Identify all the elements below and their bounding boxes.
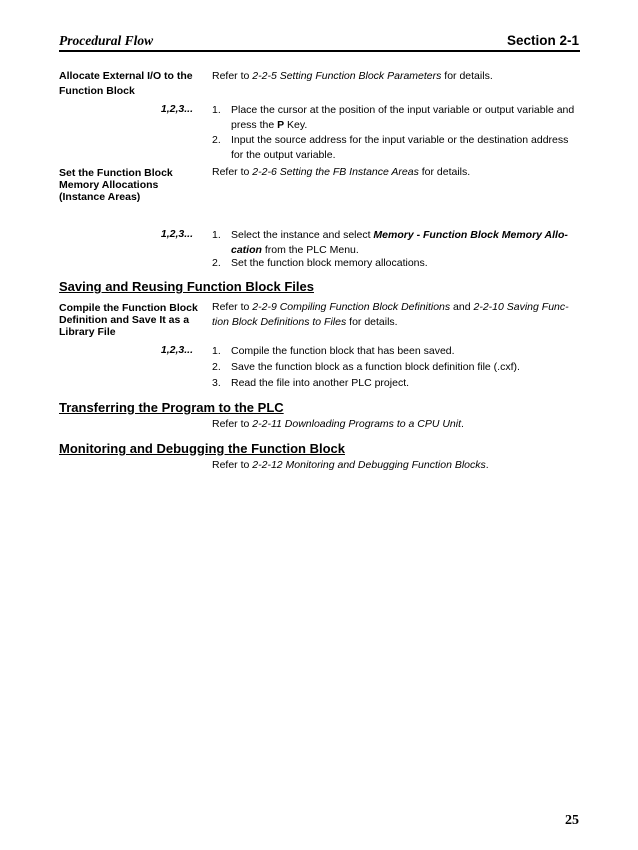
refer-monitor: Refer to 2-2-12 Monitoring and Debugging Function Blocks.	[212, 459, 489, 471]
refer-link[interactable]: 2-2-9 Compiling Function Block Definitions	[252, 301, 451, 313]
refer-link[interactable]: 2-2-11 Downloading Programs to a CPU Unit	[252, 418, 462, 430]
step-number: 3.	[212, 377, 221, 389]
list-item	[212, 133, 582, 163]
page-number: 25	[565, 813, 579, 828]
refer-suffix: for details.	[441, 70, 493, 82]
step-text: Save the function block as a function block definition file (.cxf).	[231, 361, 520, 373]
refer-memory-alloc: Refer to 2-2-6 Setting the FB Instance Areas for details.	[212, 166, 471, 178]
list-item	[212, 256, 582, 271]
list-item	[212, 376, 582, 391]
refer-link[interactable]: 2-2-5 Setting Function Block Parameters	[252, 70, 442, 82]
refer-transfer: Refer to 2-2-11 Downloading Programs to a CPU Unit.	[212, 418, 464, 430]
step-number: 2.	[212, 361, 221, 373]
refer-prefix: Refer to	[212, 70, 253, 82]
list-item	[212, 228, 582, 258]
step-text: Place the cursor at the position of the input variable or output variable and press the P Key.	[231, 104, 575, 131]
steps-label: 1,2,3...	[160, 103, 193, 115]
running-header-title: Procedural Flow	[59, 33, 154, 48]
refer-link[interactable]: 2-2-10 Saving Func-tion Block Definitions to Files	[212, 301, 569, 328]
list-item	[212, 360, 582, 375]
menu-path: Memory - Function Block Memory Allo-cation	[231, 229, 568, 256]
section-heading-transfer: Transferring the Program to the PLC	[59, 400, 284, 415]
side-heading-memory-alloc: Set the Function Block Memory Allocations (Instance Areas)	[59, 167, 173, 203]
key-name: P	[277, 119, 285, 131]
side-heading-compile: Compile the Function Block Definition and Save It as a Library File	[59, 302, 198, 338]
step-number: 1.	[212, 229, 221, 241]
side-heading-allocate-io: Allocate External I/O to the Function Block	[59, 70, 193, 97]
step-text: Set the function block memory allocations.	[231, 257, 428, 269]
list-item	[212, 344, 582, 359]
step-text: Compile the function block that has been saved.	[231, 345, 455, 357]
step-number: 2.	[212, 257, 221, 269]
step-text: Read the file into another PLC project.	[231, 377, 410, 389]
step-text: Select the instance and select Memory - Function Block Memory Allo-cation from the PLC Menu.	[231, 229, 568, 256]
section-heading-saving: Saving and Reusing Function Block Files	[59, 279, 314, 294]
steps-label: 1,2,3...	[160, 344, 193, 356]
refer-allocate-io	[212, 69, 582, 84]
list-item	[212, 103, 582, 133]
step-number: 1.	[212, 345, 221, 357]
step-number: 1.	[212, 104, 221, 116]
refer-saving: Refer to 2-2-9 Compiling Function Block Definitions and 2-2-10 Saving Func-tion Block Definitions to Files for details.	[212, 301, 569, 328]
step-text: Input the source address for the input variable or the destination address for the output variable.	[231, 134, 569, 161]
section-heading-monitor: Monitoring and Debugging the Function Block	[59, 441, 345, 456]
refer-link[interactable]: 2-2-12 Monitoring and Debugging Function Blocks	[252, 459, 486, 471]
header-rule	[59, 50, 580, 52]
running-header-section: Section 2-1	[506, 33, 579, 48]
steps-label: 1,2,3...	[160, 228, 193, 240]
step-number: 2.	[212, 134, 221, 146]
refer-link[interactable]: 2-2-6 Setting the FB Instance Areas	[252, 166, 419, 178]
